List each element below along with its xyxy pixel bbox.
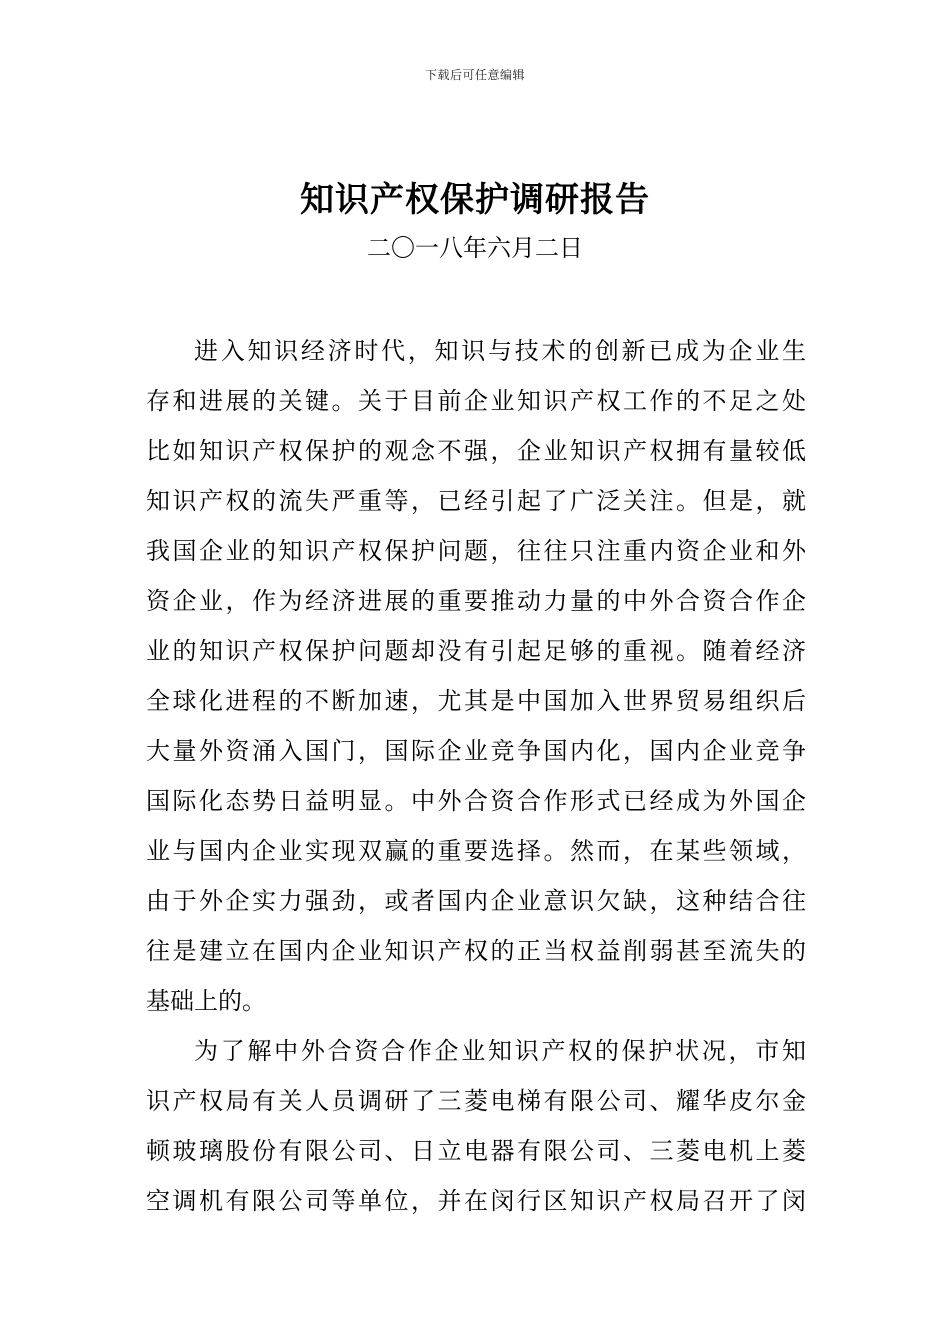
document-date: 二〇一八年六月二日 (367, 234, 583, 262)
text-line: 资企业，作为经济进展的重要推动力量的中外合资合作企 (146, 587, 806, 615)
text-line: 存和进展的关键。关于目前企业知识产权工作的不足之处 (146, 387, 806, 415)
text-line: 往是建立在国内企业知识产权的正当权益削弱甚至流失的 (146, 937, 806, 965)
text-line: 基础上的。 (146, 987, 266, 1015)
text-line: 比如知识产权保护的观念不强，企业知识产权拥有量较低 (146, 437, 806, 465)
text-line: 知识产权的流失严重等，已经引起了广泛关注。但是，就 (146, 487, 806, 515)
text-line: 空调机有限公司等单位，并在闵行区知识产权局召开了闵 (146, 1187, 806, 1215)
text-line: 大量外资涌入国门，国际企业竞争国内化，国内企业竞争 (146, 737, 806, 765)
text-line: 顿玻璃股份有限公司、日立电器有限公司、三菱电机上菱 (146, 1137, 806, 1165)
text-line: 识产权局有关人员调研了三菱电梯有限公司、耀华皮尔金 (146, 1087, 806, 1115)
document-body (146, 326, 806, 1226)
document-title: 知识产权保护调研报告 (300, 180, 650, 220)
text-line: 全球化进程的不断加速，尤其是中国加入世界贸易组织后 (146, 687, 806, 715)
header-note: 下载后可任意编辑 (424, 68, 525, 82)
text-line: 由于外企实力强劲，或者国内企业意识欠缺，这种结合往 (146, 887, 806, 915)
text-line: 业与国内企业实现双赢的重要选择。然而，在某些领域， (146, 837, 806, 865)
text-line: 业的知识产权保护问题却没有引起足够的重视。随着经济 (146, 637, 806, 665)
text-line: 进入知识经济时代，知识与技术的创新已成为企业生 (194, 337, 806, 365)
text-line: 我国企业的知识产权保护问题，往往只注重内资企业和外 (146, 537, 806, 565)
text-line: 国际化态势日益明显。中外合资合作形式已经成为外国企 (146, 787, 806, 815)
text-line: 为了解中外合资合作企业知识产权的保护状况，市知 (194, 1037, 806, 1065)
paragraph-2 (146, 1026, 806, 1226)
paragraph-1 (146, 326, 806, 1026)
